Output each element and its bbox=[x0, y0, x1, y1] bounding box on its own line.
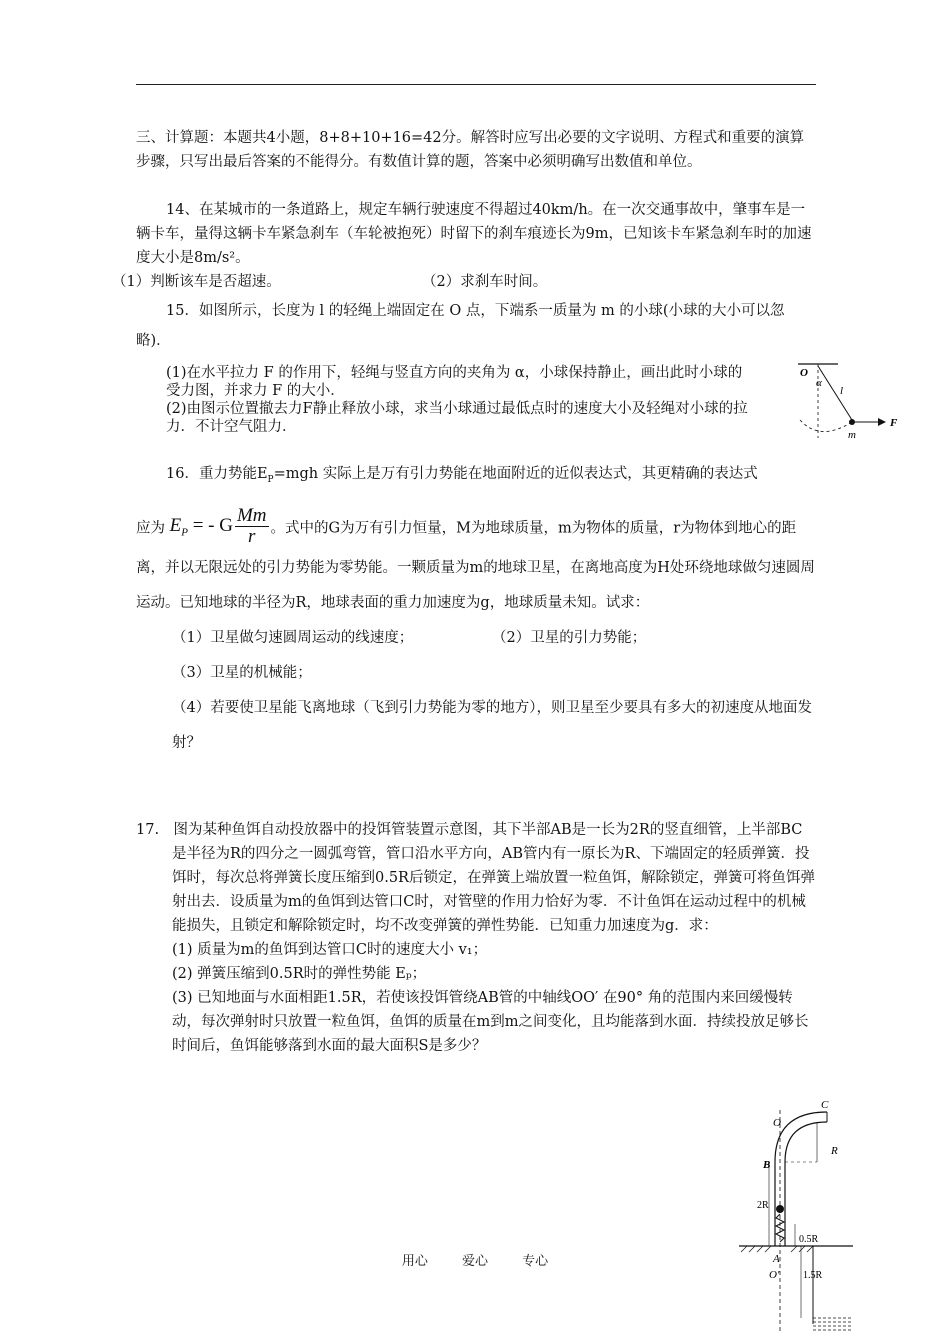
formula-sub: P bbox=[181, 526, 188, 539]
q15-stem: 15．如图所示，长度为 l 的轻绳上端固定在 O 点，下端系一质量为 m 的小球(小球的大小可以忽略)． bbox=[136, 303, 785, 349]
q16-stem bbox=[136, 462, 816, 492]
q16-stem-sub: P bbox=[267, 474, 274, 485]
question-16 bbox=[136, 462, 816, 492]
question-15 bbox=[136, 296, 816, 356]
q14-stem: 14、在某城市的一条道路上，规定车辆行驶速度不得超过40km/h。在一次交通事故中，肇事车是一辆卡车，量得这辆卡车紧急刹车（车轮被抱死）时留下的刹车痕迹长为9m，已知该卡车紧急刹车时的加速度大小是8m/s²。 bbox=[136, 202, 812, 266]
fig-label-2R: 2R bbox=[757, 1200, 769, 1211]
header-rule bbox=[136, 84, 816, 85]
energy-formula bbox=[170, 506, 271, 551]
fig-label-B: B bbox=[763, 1159, 771, 1171]
q16-part-3: （3）卫星的机械能； bbox=[172, 664, 312, 681]
label-m: m bbox=[848, 429, 856, 441]
label-l: l bbox=[840, 385, 844, 397]
force-arrow-head bbox=[878, 418, 886, 426]
q14-part-1: （1）判断该车是否超速。 bbox=[112, 274, 281, 290]
q14-parts bbox=[112, 270, 816, 294]
formula-num: Mm bbox=[236, 505, 267, 526]
question-14 bbox=[112, 198, 816, 294]
q16-body bbox=[136, 506, 816, 761]
q15-part-2: (2)由图示位置撤去力F静止释放小球，求当小球通过最低点时的速度大小及轻绳对小球的拉力．不计空气阻力． bbox=[166, 401, 748, 435]
fig-label-A: A bbox=[773, 1253, 780, 1265]
feeder-tube-figure bbox=[735, 1096, 855, 1336]
fig-label-C: C bbox=[821, 1099, 829, 1111]
q16-stem-a: 16．重力势能E bbox=[166, 466, 268, 482]
question-17 bbox=[136, 818, 816, 1058]
q16-lead: 应为 bbox=[136, 520, 165, 537]
label-alpha: α bbox=[816, 377, 822, 389]
q16-stem-b: =mgh 实际上是万有引力势能在地面附近的近似表达式，其更精确的表达式 bbox=[273, 466, 758, 482]
q16-formula-line bbox=[136, 506, 816, 621]
q17-part-1: (1) 质量为m的鱼饵到达管口C时的速度大小 v₁； bbox=[172, 942, 488, 958]
q15-part-1: (1)在水平拉力 F 的作用下，轻绳与竖直方向的夹角为 α，小球保持静止，画出此时小球的受力图，并求力 F 的大小． bbox=[166, 365, 743, 399]
q16-part-2: （2）卫星的引力势能； bbox=[492, 629, 647, 646]
ball bbox=[849, 419, 855, 425]
fig-label-O: O bbox=[773, 1117, 781, 1129]
arc-outer bbox=[775, 1112, 827, 1162]
formula-E: E bbox=[169, 514, 182, 536]
arc-inner bbox=[785, 1122, 827, 1162]
fig-label-05R: 0.5R bbox=[799, 1234, 819, 1245]
q16-after: 。式中的G为万有引力恒量，M为地球质量，m为物体的质量，r为物体到地心的距离，并以无限远处的引力势能为零势能。一颗质量为m的地球卫星，在离地高度为H处环绕地球做匀速圆周运动。已知地球的半径为R，地球表面的重力加速度为g，地球质量未知。试求： bbox=[136, 520, 815, 611]
q16-part-1: （1）卫星做匀速圆周运动的线速度； bbox=[172, 629, 414, 646]
fig-label-O2: O′ bbox=[769, 1269, 780, 1281]
label-F: F bbox=[890, 417, 898, 429]
swing-arc bbox=[800, 420, 852, 432]
label-O: O bbox=[800, 367, 808, 379]
rope-line bbox=[818, 366, 852, 420]
q17-stem: 17. 图为某种鱼饵自动投放器中的投饵管装置示意图，其下半部AB是一长为2R的竖直细管，上半部BC是半径为R的四分之一圆弧弯管，管口沿水平方向，AB管内有一原长为R、下端固定的轻质弹簧．投饵时，每次总将弹簧长度压缩到0.5R后锁定，在弹簧上端放置一粒鱼饵，解除锁定，弹簧可将鱼饵弹射出去．设质量为m的鱼饵到达管口C时，对管壁的作用力恰好为零．不计鱼饵在运动过程中的机械能损失，且锁定和解除锁定时，均不改变弹簧的弹性势能．已知重力加速度为g．求： bbox=[136, 822, 815, 934]
page-footer: 用心 爱心 专心 bbox=[401, 1254, 549, 1269]
q16-part-4: （4）若要使卫星能飞离地球（飞到引力势能为零的地方），则卫星至少要具有多大的初速度从地面发射？ bbox=[172, 699, 812, 751]
q16-parts-row1 bbox=[136, 621, 816, 656]
fig-label-R: R bbox=[831, 1145, 838, 1157]
q17-part-2: (2) 弹簧压缩到0.5R时的弹性势能 Eₚ； bbox=[172, 966, 427, 982]
q15-parts bbox=[136, 364, 756, 436]
q17-part-3: (3) 已知地面与水面相距1.5R，若使该投饵管绕AB管的中轴线OO′ 在90° 角的范围内来回缓慢转动，每次弹射时只放置一粒鱼饵，鱼饵的质量在m到m之间变化，且均能落到水面．持续投放足够长时间后，鱼饵能够落到水面的最大面积S是多少？ bbox=[172, 990, 809, 1054]
water-surface bbox=[813, 1318, 851, 1330]
section-header-text: 三、计算题：本题共4小题，8+8+10+16=42分。解答时应写出必要的文字说明、方程式和重要的演算步骤，只写出最后答案的不能得分。有数值计算的题，答案中必须明确写出数值和单位。 bbox=[136, 130, 805, 170]
formula-eq: = - G bbox=[187, 514, 233, 536]
q14-part-2: （2）求刹车时间。 bbox=[422, 274, 548, 290]
pendulum-figure bbox=[790, 358, 910, 448]
formula-den: r bbox=[248, 526, 256, 547]
formula-fraction bbox=[235, 506, 269, 547]
bait bbox=[776, 1205, 784, 1213]
fig-label-15R: 1.5R bbox=[803, 1270, 823, 1281]
section-header bbox=[136, 126, 816, 174]
